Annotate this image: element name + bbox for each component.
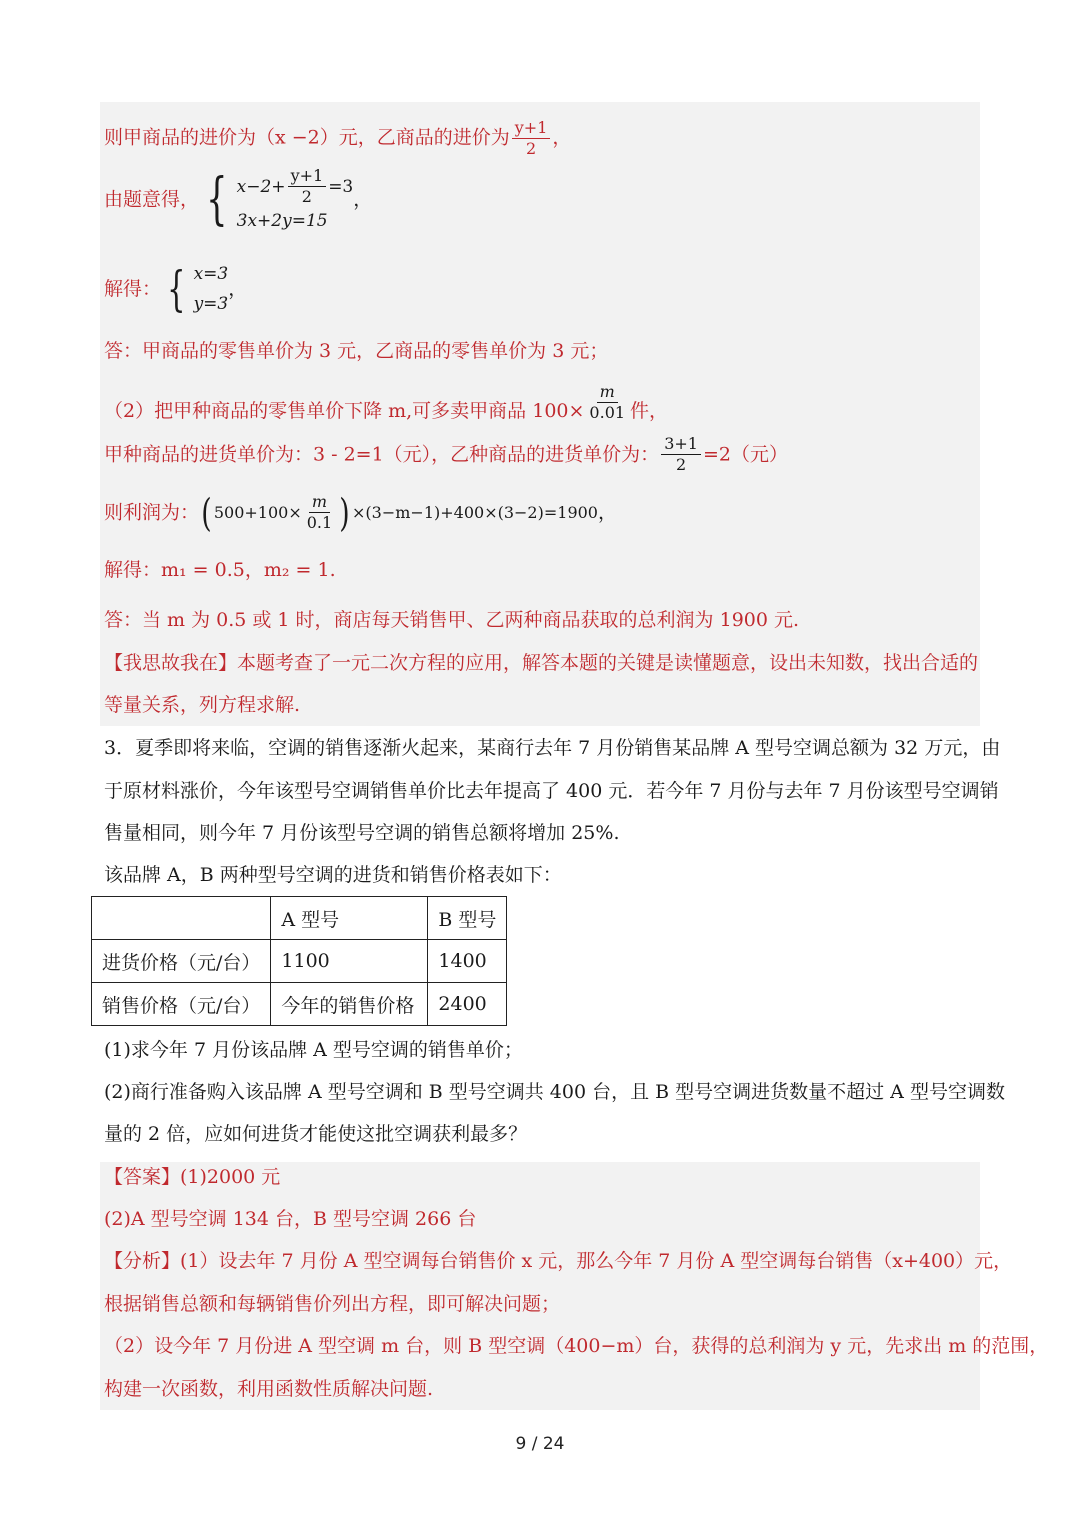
question-2-line-2: 量的 2 倍，应如何进货才能使这批空调获利最多？ — [104, 1123, 528, 1145]
table-cell: 进货价格（元/台） — [92, 940, 271, 983]
text: =2（元） — [702, 443, 788, 466]
answer-line-2: 答：当 m 为 0.5 或 1 时，商店每天销售甲、乙两种商品获取的总利润为 1900 元. — [104, 609, 800, 631]
frac-den: 2 — [301, 187, 312, 206]
analysis-line-4: 构建一次函数，利用函数性质解决问题. — [104, 1378, 434, 1400]
reflection-line-2: 等量关系，列方程求解. — [104, 694, 301, 716]
text: 则甲商品的进价为（x −2）元，乙商品的进价为 — [104, 126, 510, 149]
table-cell: 今年的销售价格 — [271, 983, 428, 1026]
answer3-line-1: 【答案】(1)2000 元 — [104, 1166, 281, 1188]
answer3-line-2: (2)A 型号空调 134 台，B 型号空调 266 台 — [104, 1208, 477, 1230]
paren: ( — [201, 490, 212, 535]
frac-den: 2 — [675, 455, 687, 474]
table-cell: A 型号 — [271, 897, 428, 940]
fraction — [512, 118, 551, 159]
eq1-left: x−2+ — [236, 176, 286, 197]
table-cell: 1100 — [271, 940, 428, 983]
text: ， — [228, 278, 248, 300]
table-cell — [92, 897, 271, 940]
frac-num: y+1 — [512, 118, 551, 139]
frac-num: 3+1 — [661, 434, 701, 455]
table-row — [92, 940, 507, 983]
profit-b: ×(3−m−1)+400×(3−2)=1900 — [352, 502, 598, 522]
sol-y: y=3 — [193, 294, 229, 314]
text: （2）把甲种商品的零售单价下降 m,可多卖甲商品 100× — [104, 400, 585, 422]
reflection-line-1: 【我思故我在】本题考查了一元二次方程的应用，解答本题的关键是读懂题意，设出未知数，找出合适的 — [104, 652, 979, 674]
text: ， — [353, 188, 373, 211]
profit-a: 500+100× — [213, 502, 302, 522]
solution-line-2 — [104, 166, 372, 233]
text: 件， — [630, 400, 669, 422]
fraction — [304, 492, 335, 533]
frac-den: 2 — [525, 139, 537, 158]
text: 解得： — [104, 278, 162, 300]
solution2-line-4: 解得：m₁ = 0.5，m₂ = 1. — [104, 559, 336, 581]
analysis-line-1: 【分析】(1）设去年 7 月份 A 型空调每台销售价 x 元，那么今年 7 月份 A 型空调每台销售（x+400）元， — [104, 1250, 1013, 1272]
frac-den: 0.1 — [306, 513, 333, 532]
table-cell: 1400 — [428, 940, 507, 983]
table-header-row — [92, 897, 507, 940]
brace: { — [167, 261, 186, 317]
fraction — [586, 382, 628, 423]
paren: ) — [339, 490, 350, 535]
text: 甲种商品的进货单价为：3 - 2=1（元），乙种商品的进货单价为： — [104, 443, 660, 466]
problem3-line-3: 售量相同，则今年 7 月份该型号空调的销售总额将增加 25%. — [104, 822, 620, 844]
frac-num: m — [597, 382, 618, 403]
solution-line-1 — [104, 118, 571, 159]
problem3-line-2: 于原材料涨价，今年该型号空调销售单价比去年提高了 400 元．若今年 7 月份与去年 7 月份该型号空调销 — [104, 780, 999, 802]
eq1-right: =3 — [328, 176, 354, 197]
profit-expression — [199, 490, 598, 535]
equation-system — [199, 166, 353, 233]
price-table — [91, 896, 507, 1026]
solution2-line-2 — [104, 434, 788, 475]
solution-line-3 — [104, 262, 247, 316]
brace: { — [206, 166, 228, 232]
fraction — [661, 434, 701, 475]
text: ， — [597, 501, 617, 524]
solution2-line-1 — [104, 382, 668, 423]
table-cell: 销售价格（元/台） — [92, 983, 271, 1026]
problem3-line-1: 3．夏季即将来临，空调的销售逐渐火起来，某商行去年 7 月份销售某品牌 A 型号空调总额为 32 万元，由 — [104, 737, 1001, 759]
text: ， — [552, 126, 572, 149]
sol-x: x=3 — [193, 264, 229, 284]
page-number: 9 / 24 — [515, 1434, 565, 1454]
table-cell: B 型号 — [428, 897, 507, 940]
question-2-line-1: (2)商行准备购入该品牌 A 型号空调和 B 型号空调共 400 台，且 B 型号空调进货数量不超过 A 型号空调数 — [104, 1081, 1005, 1103]
frac-num: y+1 — [288, 166, 327, 187]
answer-shade-bottom — [100, 1162, 980, 1410]
analysis-line-2: 根据销售总额和每辆销售价列出方程，即可解决问题； — [104, 1293, 561, 1315]
table-cell: 2400 — [428, 983, 507, 1026]
solution2-line-3 — [104, 492, 617, 533]
problem3-line-4: 该品牌 A，B 两种型号空调的进货和销售价格表如下： — [104, 864, 562, 886]
eq2: 3x+2y=15 — [236, 211, 328, 231]
text: 由题意得， — [104, 188, 200, 211]
solution-system — [161, 262, 228, 316]
question-1: (1)求今年 7 月份该品牌 A 型号空调的销售单价； — [104, 1039, 523, 1061]
frac-num: m — [309, 492, 330, 513]
answer-line-1: 答：甲商品的零售单价为 3 元，乙商品的零售单价为 3 元； — [104, 340, 609, 362]
fraction — [288, 166, 327, 207]
table-row — [92, 983, 507, 1026]
text: 则利润为： — [104, 501, 200, 524]
analysis-line-3: （2）设今年 7 月份进 A 型空调 m 台，则 B 型空调（400−m）台，获得的总利润为 y 元，先求出 m 的范围， — [104, 1335, 1049, 1357]
frac-den: 0.01 — [589, 403, 626, 422]
